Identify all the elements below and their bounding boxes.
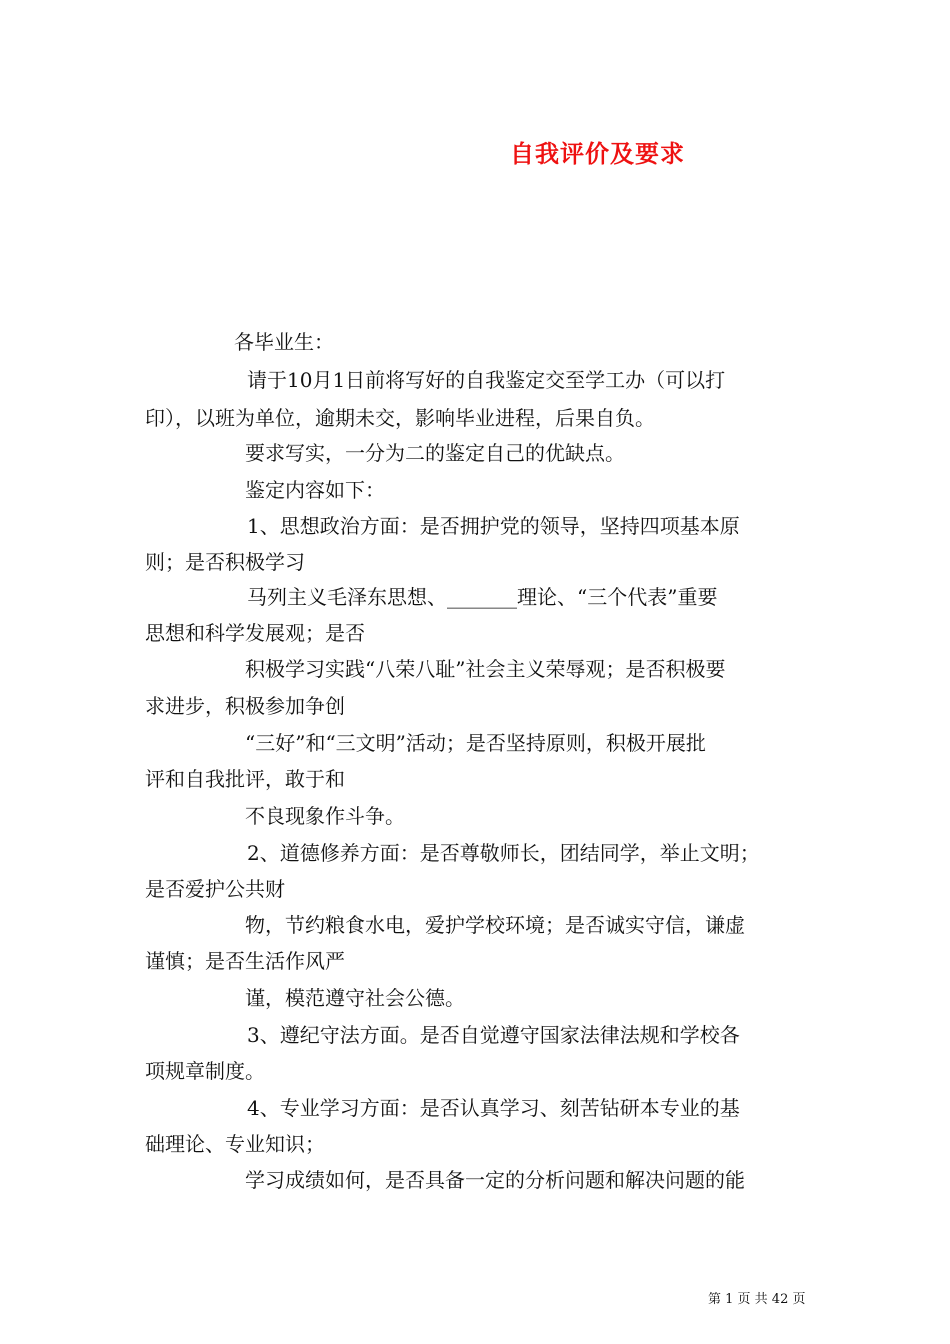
paragraph-line: 谨，模范遵守社会公德。 <box>245 986 465 1010</box>
paragraph-line: “三好”和“三文明”活动；是否坚持原则，积极开展批 <box>245 731 706 755</box>
paragraph-line: 请于10月1日前将写好的自我鉴定交至学工办（可以打 <box>247 368 726 392</box>
paragraph-line: 思想和科学发展观；是否 <box>145 621 365 645</box>
paragraph-line: 2、道德修养方面：是否尊敬师长，团结同学，举止文明； <box>247 841 760 865</box>
paragraph-line: 积极学习实践“八荣八耻”社会主义荣辱观；是否积极要 <box>245 657 726 681</box>
paragraph-line: 3、遵纪守法方面。是否自觉遵守国家法律法规和学校各 <box>247 1023 740 1047</box>
paragraph-line: 学习成绩如何，是否具备一定的分析问题和解决问题的能 <box>245 1168 745 1192</box>
paragraph-line: 马列主义毛泽东思想、_______理论、“三个代表”重要 <box>247 585 718 609</box>
paragraph-line: 评和自我批评，敢于和 <box>145 767 345 791</box>
paragraph-line: 印），以班为单位，逾期未交，影响毕业进程，后果自负。 <box>145 406 655 430</box>
paragraph-line: 各毕业生： <box>234 330 334 354</box>
paragraph-line: 谨慎；是否生活作风严 <box>145 949 345 973</box>
document-title: 自我评价及要求 <box>510 139 685 168</box>
paragraph-line: 4、专业学习方面：是否认真学习、刻苦钻研本专业的基 <box>247 1096 740 1120</box>
paragraph-line: 鉴定内容如下： <box>245 478 385 502</box>
paragraph-line: 不良现象作斗争。 <box>245 804 405 828</box>
paragraph-line: 要求写实，一分为二的鉴定自己的优缺点。 <box>245 441 625 465</box>
paragraph-line: 项规章制度。 <box>145 1059 265 1083</box>
paragraph-line: 物，节约粮食水电，爱护学校环境；是否诚实守信，谦虚 <box>245 913 745 937</box>
page-number-footer: 第 1 页 共 42 页 <box>708 1292 806 1307</box>
paragraph-line: 求进步，积极参加争创 <box>145 694 345 718</box>
paragraph-line: 是否爱护公共财 <box>145 877 285 901</box>
paragraph-line: 础理论、专业知识； <box>145 1132 325 1156</box>
paragraph-line: 则；是否积极学习 <box>145 550 305 574</box>
paragraph-line: 1、思想政治方面：是否拥护党的领导，坚持四项基本原 <box>247 514 740 538</box>
